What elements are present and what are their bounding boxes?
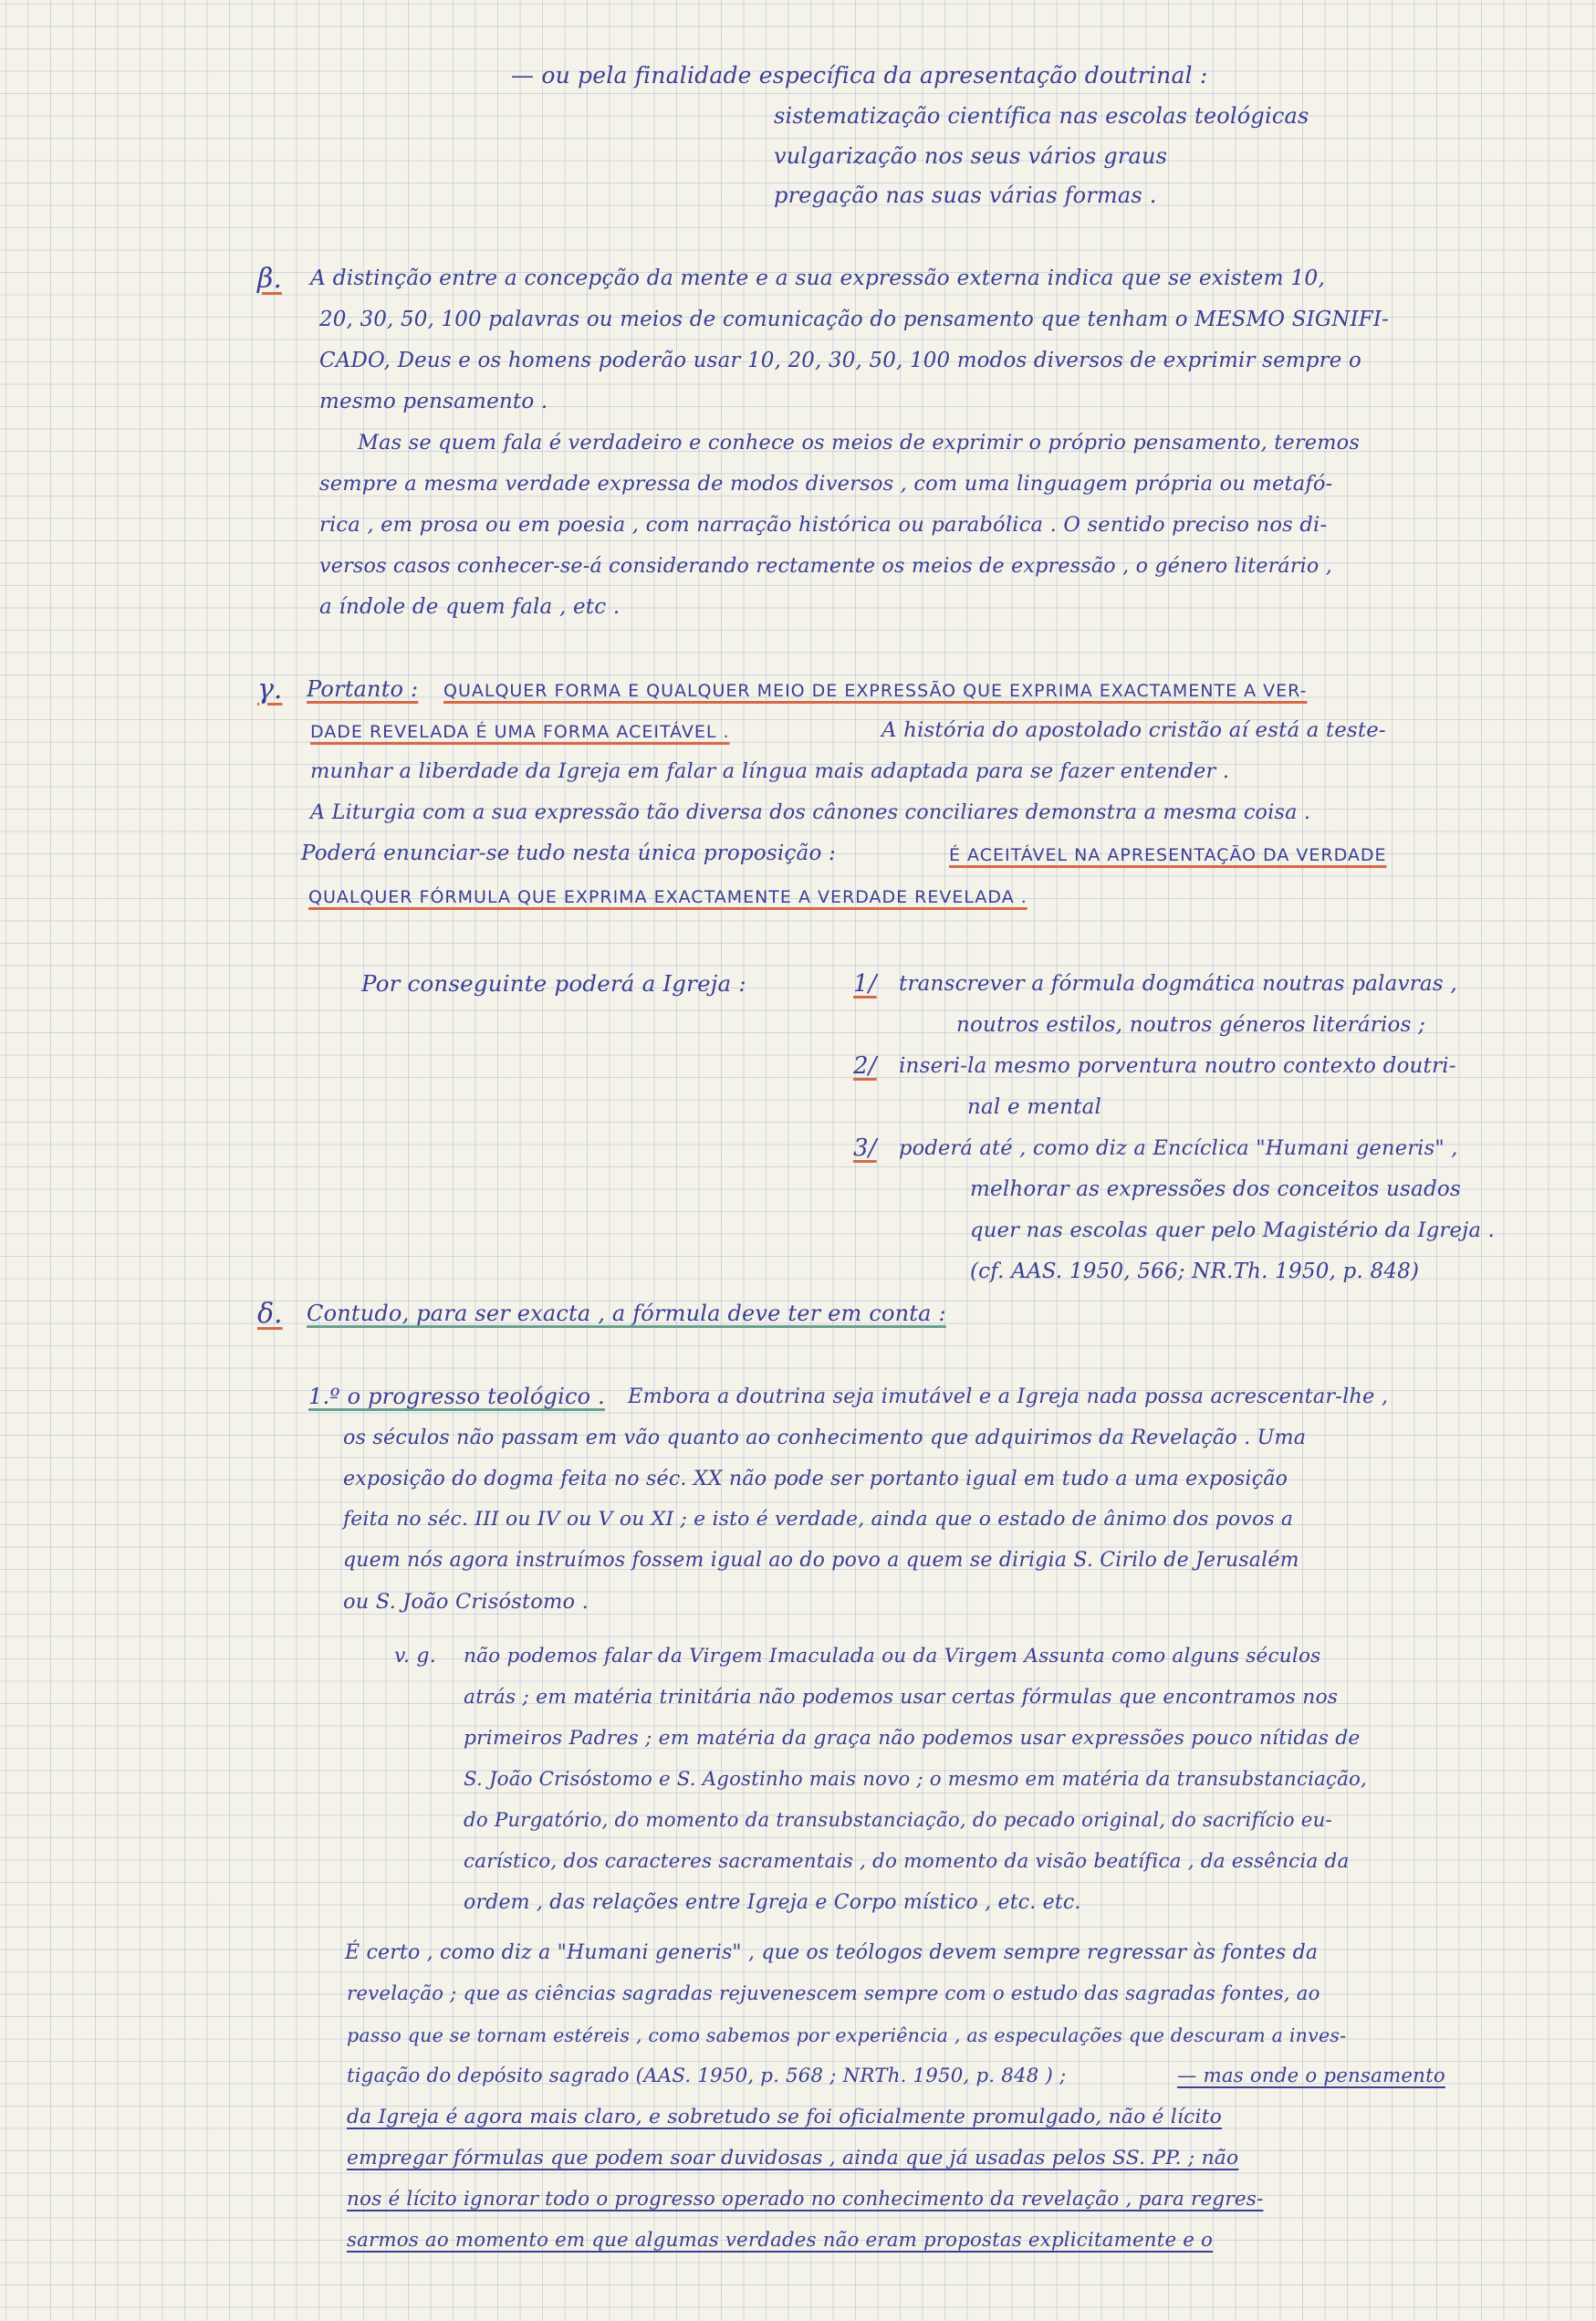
list-item-2-line-2: nal e mental (967, 1095, 1102, 1119)
delta-heading: Contudo, para ser exacta , a fórmula deve ter em conta : (307, 1301, 946, 1326)
point-1-label: 1.º o progresso teológico . (308, 1384, 605, 1409)
beta-line-8: versos casos conhecer-se-á considerando rectamente os meios de expressão , o género literário , (319, 554, 1333, 578)
point-1-line-1: Embora a doutrina seja imutável e a Igreja nada possa acrescentar-lhe , (628, 1385, 1389, 1408)
beta-line-5: Mas se quem fala é verdadeiro e conhece os meios de exprimir o próprio pensamento, teremos (358, 431, 1361, 455)
beta-line-3: CADO, Deus e os homens poderão usar 10, 20, 30, 50, 100 modos diversos de exprimir sempre o (319, 349, 1361, 372)
gamma-line-2-rest: A história do apostolado cristão aí está a teste- (881, 718, 1386, 742)
vg-line-6: carístico, dos caracteres sacramentais , do momento da visão beatífica , da essência da (464, 1850, 1350, 1873)
list-item-3-line-4: (cf. AAS. 1950, 566; NR.Th. 1950, p. 848) (970, 1260, 1420, 1283)
list-item-3-line-3: quer nas escolas quer pelo Magistério da Igreja . (970, 1218, 1495, 1242)
final-ul-line-1: da Igreja é agora mais claro, e sobretudo se foi oficialmente promulgado, não é lícito (347, 2106, 1222, 2128)
list-item-2-line-1: inseri-la mesmo porventura noutro contexto doutri- (899, 1054, 1456, 1078)
list-item-1-line-2: noutros estilos, noutros géneros literários ; (956, 1013, 1426, 1037)
list-number-3: 3/ (853, 1134, 877, 1162)
final-ul-line-2: empregar fórmulas que podem soar duvidosas , ainda que já usadas pelos SS. PP. ; não (347, 2147, 1239, 2169)
vg-line-4: S. João Crisóstomo e S. Agostinho mais novo ; o mesmo em matéria da transubstanciação, (464, 1768, 1368, 1791)
intro-line-2: sistematização científica nas escolas teológicas (774, 103, 1309, 129)
beta-line-7: rica , em prosa ou em poesia , com narração histórica ou parabólica . O sentido preciso nos di- (319, 513, 1328, 537)
section-marker-gamma: γ. (257, 674, 283, 706)
gamma-line-5-start: Poderá enunciar-se tudo nesta única proposição : (301, 842, 836, 865)
gamma-caps-line-2: DADE REVELADA É UMA FORMA ACEITÁVEL . (310, 722, 730, 742)
final-line-4-underlined: — mas onde o pensamento (1177, 2065, 1445, 2087)
point-1-line-5: quem nós agora instruímos fossem igual ao do povo a quem se dirigia S. Cirilo de Jerusalém (343, 1549, 1299, 1572)
final-line-2: revelação ; que as ciências sagradas rejuvenescem sempre com o estudo das sagradas fontes, ao (347, 1982, 1320, 2005)
gamma-caps-line-1: QUALQUER FORMA E QUALQUER MEIO DE EXPRESSÃO QUE EXPRIMA EXACTAMENTE A VER- (443, 681, 1308, 701)
beta-line-9: a índole de quem fala , etc . (319, 595, 621, 619)
beta-line-1: A distinção entre a concepção da mente e a sua expressão externa indica que se existem 10, (310, 266, 1326, 290)
list-item-3-line-2: melhorar as expressões dos conceitos usados (970, 1177, 1461, 1201)
final-ul-line-3: nos é lícito ignorar todo o progresso operado no conhecimento da revelação , para regres- (347, 2188, 1264, 2211)
point-1-line-2: os séculos não passam em vão quanto ao conhecimento que adquirimos da Revelação . Uma (343, 1426, 1307, 1449)
vg-label: v. g. (394, 1645, 436, 1668)
vg-line-2: atrás ; em matéria trinitária não podemos usar certas fórmulas que encontramos nos (464, 1686, 1339, 1709)
vg-line-7: ordem , das relações entre Igreja e Corpo místico , etc. etc. (464, 1891, 1081, 1914)
list-item-1-line-1: transcrever a fórmula dogmática noutras palavras , (899, 972, 1457, 996)
intro-line-4: pregação nas suas várias formas . (774, 183, 1157, 208)
intro-line-3: vulgarização nos seus vários graus (774, 143, 1168, 169)
section-marker-delta: δ. (257, 1298, 283, 1330)
vg-line-1: não podemos falar da Virgem Imaculada ou da Virgem Assunta como alguns séculos (464, 1645, 1321, 1668)
gamma-portanto: Portanto : (307, 676, 419, 702)
intro-line-1: — ou pela finalidade específica da apresentação doutrinal : (511, 62, 1208, 89)
point-1-line-6: ou S. João Crisóstomo . (343, 1590, 589, 1614)
beta-line-6: sempre a mesma verdade expressa de modos diversos , com uma linguagem própria ou metafó- (319, 472, 1333, 496)
final-line-3: passo que se tornam estéreis , como sabemos por experiência , as especulações que descuram a inves- (347, 2024, 1347, 2046)
list-number-2: 2/ (853, 1052, 877, 1080)
beta-line-2: 20, 30, 50, 100 palavras ou meios de comunicação do pensamento que tenham o MESMO SIGNIFI- (319, 308, 1390, 331)
vg-line-5: do Purgatório, do momento da transubstanciação, do pecado original, do sacrifício eu- (464, 1809, 1332, 1832)
list-item-3-line-1: poderá até , como diz a Encíclica "Humani generis" , (899, 1136, 1458, 1160)
list-number-1: 1/ (853, 970, 877, 998)
vg-line-3: primeiros Padres ; em matéria da graça não podemos usar expressões pouco nítidas de (464, 1727, 1361, 1750)
gamma-line-3: munhar a liberdade da Igreja em falar a língua mais adaptada para se fazer entender . (310, 759, 1230, 783)
beta-line-4: mesmo pensamento . (319, 390, 548, 413)
point-1-line-3: exposição do dogma feita no séc. XX não pode ser portanto igual em tudo a uma exposição (343, 1467, 1288, 1490)
gamma-line-4: A Liturgia com a sua expressão tão diversa dos cânones conciliares demonstra a mesma coisa . (310, 800, 1311, 824)
point-1-line-4: feita no séc. III ou IV ou V ou XI ; e isto é verdade, ainda que o estado de ânimo dos povos a (343, 1508, 1294, 1531)
section-marker-beta: β. (257, 263, 282, 295)
list-intro: Por conseguinte poderá a Igreja : (361, 970, 746, 997)
final-line-1: É certo , como diz a "Humani generis" , que os teólogos devem sempre regressar às fontes da (345, 1941, 1319, 1964)
gamma-caps-line-4: QUALQUER FÓRMULA QUE EXPRIMA EXACTAMENTE A VERDADE REVELADA . (308, 887, 1027, 907)
final-ul-line-4: sarmos ao momento em que algumas verdades não eram propostas explicitamente e o (347, 2229, 1214, 2252)
final-line-4: tigação do depósito sagrado (AAS. 1950, p. 568 ; NRTh. 1950, p. 848 ) ; (347, 2065, 1067, 2087)
gamma-caps-line-3: É ACEITÁVEL NA APRESENTAÇÃO DA VERDADE (949, 845, 1387, 865)
